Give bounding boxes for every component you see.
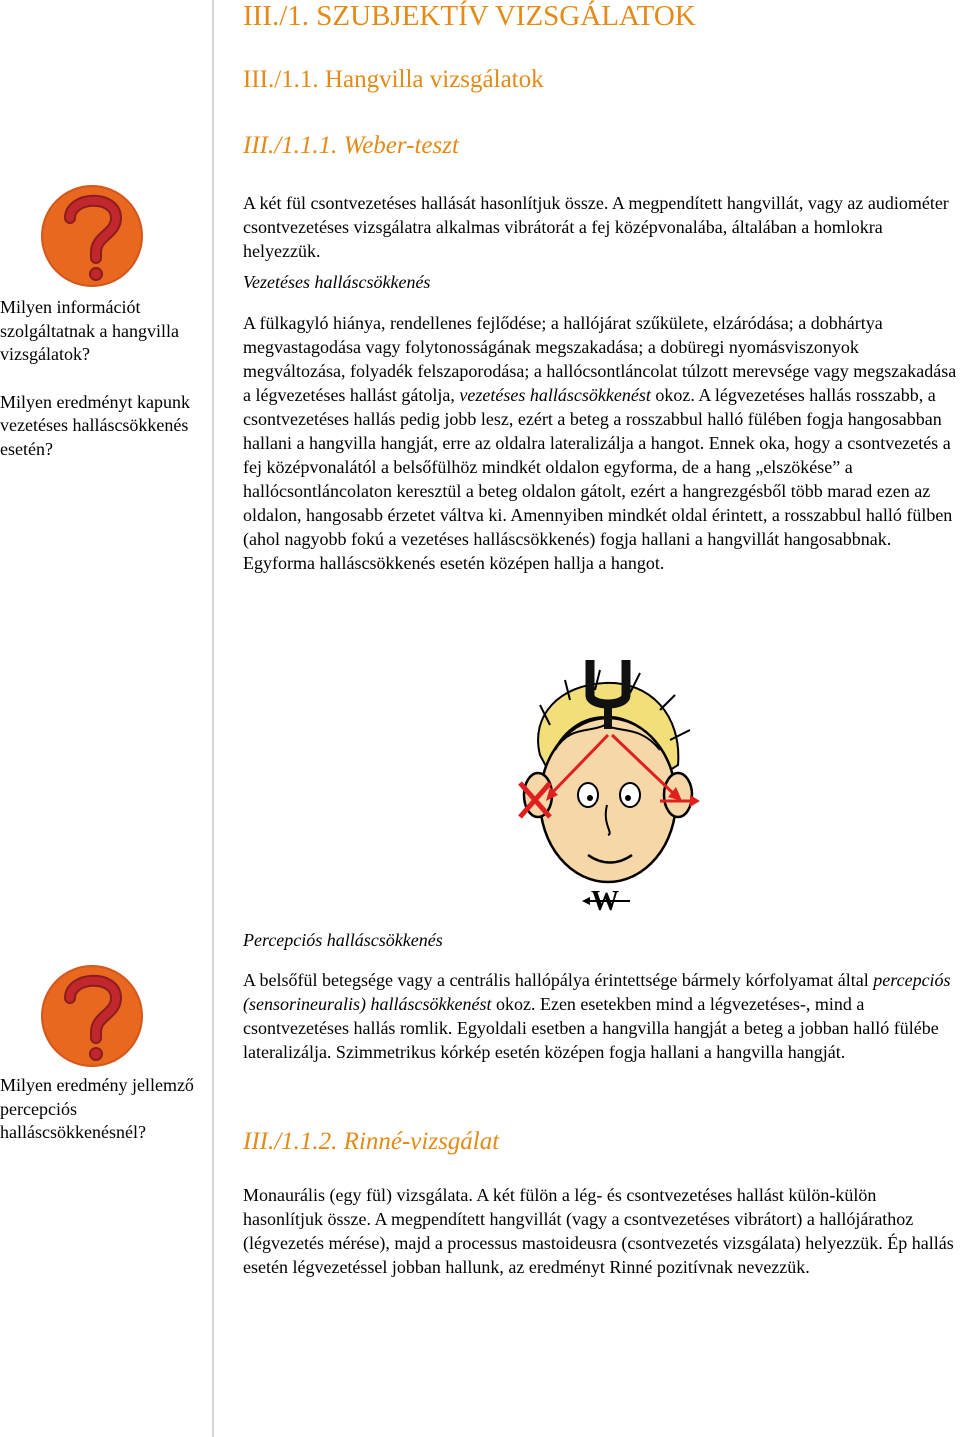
sidebar-question: Milyen eredmény jellemző percepciós halláscsökkenésnél? <box>0 1075 194 1142</box>
paragraph-text: okoz. A légvezetéses hallás rosszabb, a csontvezetéses hallás pedig jobb lesz, ezért a beteg a rosszabbul halló fülében fogja hangosabban hallani a hangvilla hangját, erre az oldalra lateralizálja a hangot. Ennek oka, hogy a csontvezetés a fej középvonalától a belsőfülhöz mindkét oldalon egyforma, de a hang „elszökése” a hallócsontláncolaton keresztül a beteg oldalon gátolt, ezért a hangrezgésből több marad ezen az oldalon, hangosabb érzetet váltva ki. Amennyiben mindkét oldal érintett, a rosszabbul halló fülben (ahol nagyobb fokú a vezetéses halláscsökkenés) fogja hallani a hangvillát hangosabbnak. Egyforma halláscsökkenés esetén középen hallja a hangot. <box>243 385 953 573</box>
perceptive-hearing-loss-title: Percepciós halláscsökkenés <box>243 930 443 950</box>
subsection-heading-weber: III./1.1.1. Weber-teszt <box>243 132 459 159</box>
perceptive-hearing-loss-paragraph <box>243 968 959 1064</box>
sidebar-question: Milyen eredményt kapunk vezetéses halláscsökkenés esetén? <box>0 391 190 459</box>
sidebar-question: Milyen információt szolgáltatnak a hangvilla vizsgálatok? <box>0 297 179 364</box>
paragraph-text: A fülkagyló hiánya, rendellenes fejlődése; a hallójárat szűkülete, elzáródása; a dobhártya megvastagodása vagy folytonosságának megszakadása; a dobüregi nyomásviszonyok megváltozása, folyadék felszaporodása; a hallócsontláncolat túlzott merevsége vagy megszakadása a légvezetéses hallást gátolja, <box>243 313 957 405</box>
sidebar-question-block-2 <box>0 958 205 1145</box>
weber-intro-paragraph: A két fül csontvezetéses hallását hasonlítjuk össze. A megpendített hangvillát, vagy az audiométer csontvezetéses vizsgálatra alkalmas vibrátorát a fej középvonalába, általában a homlokra helyezzük. <box>243 193 949 261</box>
question-mark-icon <box>36 178 148 290</box>
chapter-heading: III./1. SZUBJEKTÍV VIZSGÁLATOK <box>243 0 696 32</box>
column-divider <box>212 0 214 1437</box>
subsection-heading-rinne: III./1.1.2. Rinné-vizsgálat <box>243 1128 500 1155</box>
section-heading: III./1.1. Hangvilla vizsgálatok <box>243 66 544 93</box>
rinne-paragraph: Monaurális (egy fül) vizsgálata. A két fülön a lég- és csontvezetéses hallást külön-külön hasonlítjuk össze. A megpendített hangvillát (vagy a csontvezetéses vibrátort) a hallójárathoz (légvezetés mérése), majd a processus mastoideusra (csontvezetés vizsgálata) helyezzük. Ép hallás esetén légvezetéssel jobban hallunk, az eredményt Rinné pozitívnak nevezzük. <box>243 1185 954 1277</box>
paragraph-text: okoz. Ezen esetekben mind a légvezetéses-, mind a csontvezetéses hallás romlik. Egyoldali esetben a hangvilla hangját a beteg a jobban halló fülébe lateralizálja. Szimmetrikus kórkép esetén középen fogja hallani a hangvilla hangját. <box>243 994 939 1062</box>
question-mark-icon <box>36 958 148 1070</box>
conductive-hearing-loss-paragraph <box>243 311 959 575</box>
sidebar-question-block-1 <box>0 178 205 461</box>
weber-test-head-illustration <box>510 655 700 920</box>
emphasized-term: vezetéses halláscsökkenést <box>459 385 651 405</box>
emphasized-term: percepciós (sensorineuralis) halláscsökkenést <box>243 970 951 1014</box>
conductive-hearing-loss-title: Vezetéses halláscsökkenés <box>243 272 431 292</box>
figure-label-w: W <box>591 886 619 917</box>
paragraph-text: A belsőfül betegsége vagy a centrális hallópálya érintettsége bármely kórfolyamat által <box>243 970 874 990</box>
